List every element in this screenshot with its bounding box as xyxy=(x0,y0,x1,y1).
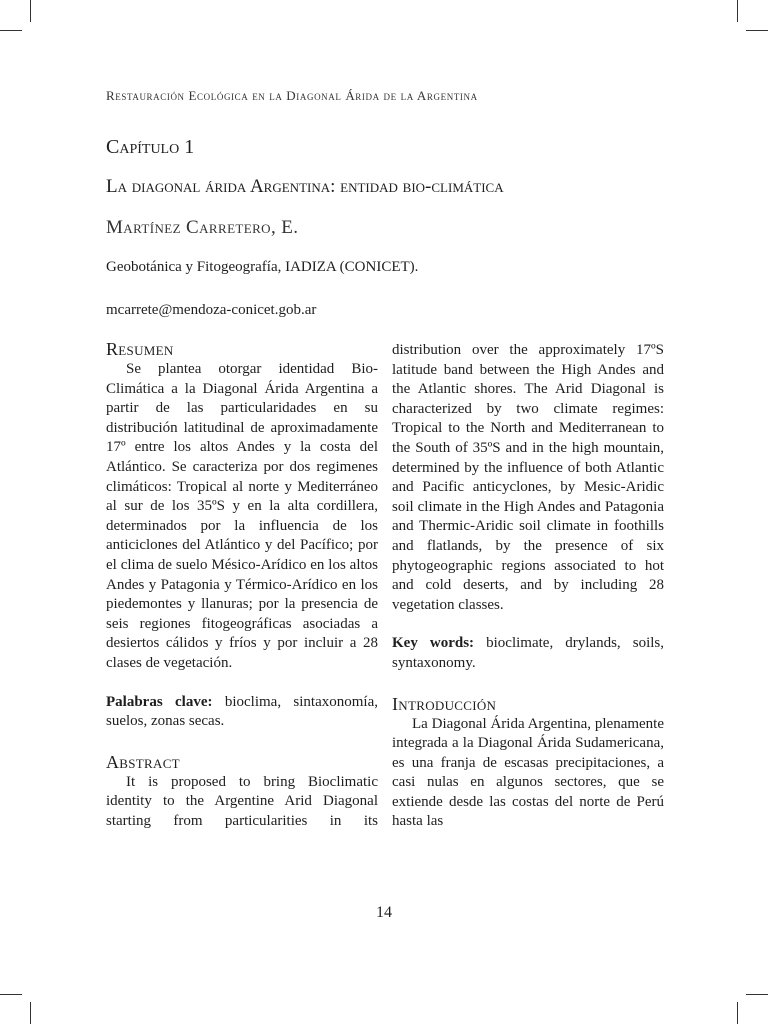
crop-mark xyxy=(737,0,738,22)
running-head: Restauración Ecológica en la Diagonal Árida de la Argentina xyxy=(106,88,478,103)
chapter-heading: Capítulo 1 xyxy=(106,136,195,158)
right-column xyxy=(392,341,664,832)
page-number: 14 xyxy=(376,904,392,921)
key-words-text: bioclimate, drylands, soils, syntaxonomy. xyxy=(392,635,665,671)
crop-mark xyxy=(30,1002,31,1024)
resumen-body: Se plantea otorgar identidad Bio-Climática a la Diagonal Árida Argentina a partir de las particularidades en su distribución latitudinal de aproximadamente 17º entre los altos Andes y la costa del Atlántico. Se caracteriza por dos regimenes climáticos: Tropical al norte y Mediterráneo al sur de los 35ºS y en la alta cordillera, determinados por la influencia de los anticiclones del Atlántico y del Pacífico; por el clima de suelo Mésico-Arídico en los altos Andes y Patagonia y Térmico-Arídico en los piedemontes y llanuras; por la presencia de seis regiones fitogeográficas asociadas a desiertos cálidos y fríos y por incluir a 28 clases de vegetación. xyxy=(106,361,378,671)
crop-mark xyxy=(746,30,768,31)
author-email[interactable]: mcarrete@mendoza-conicet.gob.ar xyxy=(106,302,317,318)
abstract-body-start: It is proposed to bring Bioclimatic identity to the Argentine Arid Diagonal starting from particularities in its xyxy=(106,773,378,829)
crop-mark xyxy=(737,1002,738,1024)
palabras-clave-label: Palabras clave: xyxy=(106,693,213,710)
key-words xyxy=(392,634,664,673)
introduccion-heading: Introducción xyxy=(392,693,497,714)
crop-mark xyxy=(746,994,768,995)
abstract-heading: Abstract xyxy=(106,751,180,772)
crop-mark xyxy=(30,0,31,22)
palabras-clave-text: bioclima, sintaxonomía, suelos, zonas secas. xyxy=(106,693,378,730)
affiliation: Geobotánica y Fitogeografía, IADIZA (CONICET). xyxy=(106,259,419,275)
introduccion-body: La Diagonal Árida Argentina, plenamente integrada a la Diagonal Árida Sudamericana, es una franja de escasas precipitaciones, a casi nulas en algunos sectores, que se extiende desde las costas del norte de Perú hasta las xyxy=(392,715,664,830)
chapter-title: La diagonal árida Argentina: entidad bio-climática xyxy=(106,176,504,197)
abstract-body-continued: distribution over the approximately 17ºS latitude band between the High Andes and the Atlantic shores. The Arid Diagonal is characterized by two climate regimes: Tropical to the North and Mediterranean to the South of 35ºS and in the high mountain, determined by the influence of both Atlantic and Pacific anticyclones, by Mesic-Aridic soil climate in the High Andes and Patagonia and Thermic-Aridic soil climate in foothills and flatlands, by the presence of six phytogeographic regions associated to hot and cold deserts, and by including 28 vegetation classes. xyxy=(392,342,664,613)
crop-mark xyxy=(0,30,22,31)
author-name: Martínez Carretero, E. xyxy=(106,217,299,238)
crop-mark xyxy=(0,994,22,995)
resumen-heading: Resumen xyxy=(106,339,174,359)
left-column xyxy=(106,338,378,831)
key-words-label: Key words: xyxy=(392,635,475,652)
palabras-clave xyxy=(106,693,378,732)
